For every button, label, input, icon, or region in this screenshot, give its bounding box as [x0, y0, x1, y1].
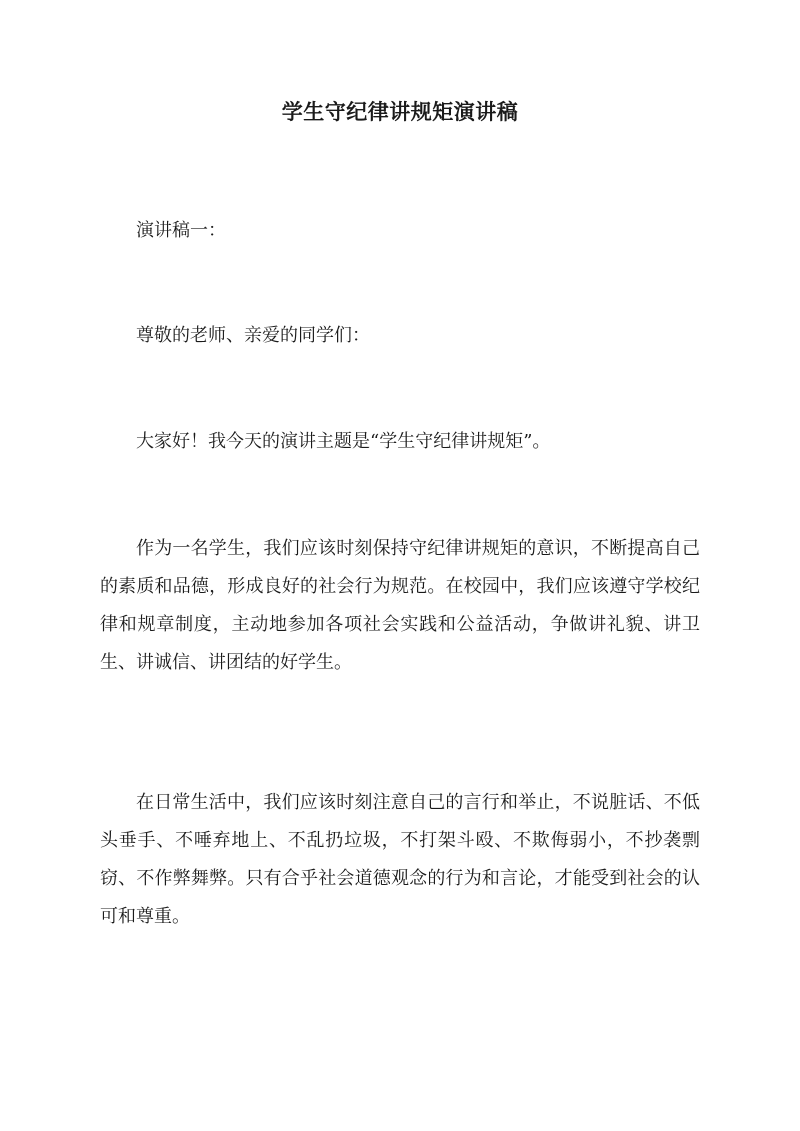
speech-heading: 演讲稿一：: [136, 220, 226, 241]
salutation-paragraph: 尊敬的老师、亲爱的同学们：: [136, 325, 370, 346]
greeting-paragraph: 大家好！我今天的演讲主题是“学生守纪律讲规矩”。: [136, 431, 551, 452]
body-paragraph-2: 在日常生活中，我们应该时刻注意自己的言行和举止，不说脏话、不低头垂手、不唾弃地上、不乱扔垃圾，不打架斗殴、不欺侮弱小，不抄袭剽窃、不作弊舞弊。只有合乎社会道德观念的行为和言论，才能受到社会的认可和尊重。: [100, 792, 700, 927]
body-paragraph-1: 作为一名学生，我们应该时刻保持守纪律讲规矩的意识，不断提高自己的素质和品德，形成良好的社会行为规范。在校园中，我们应该遵守学校纪律和规章制度，主动地参加各项社会实践和公益活动，争做讲礼貌、讲卫生、讲诚信、讲团结的好学生。: [100, 538, 700, 673]
document-title: 学生守纪律讲规矩演讲稿: [281, 99, 519, 124]
